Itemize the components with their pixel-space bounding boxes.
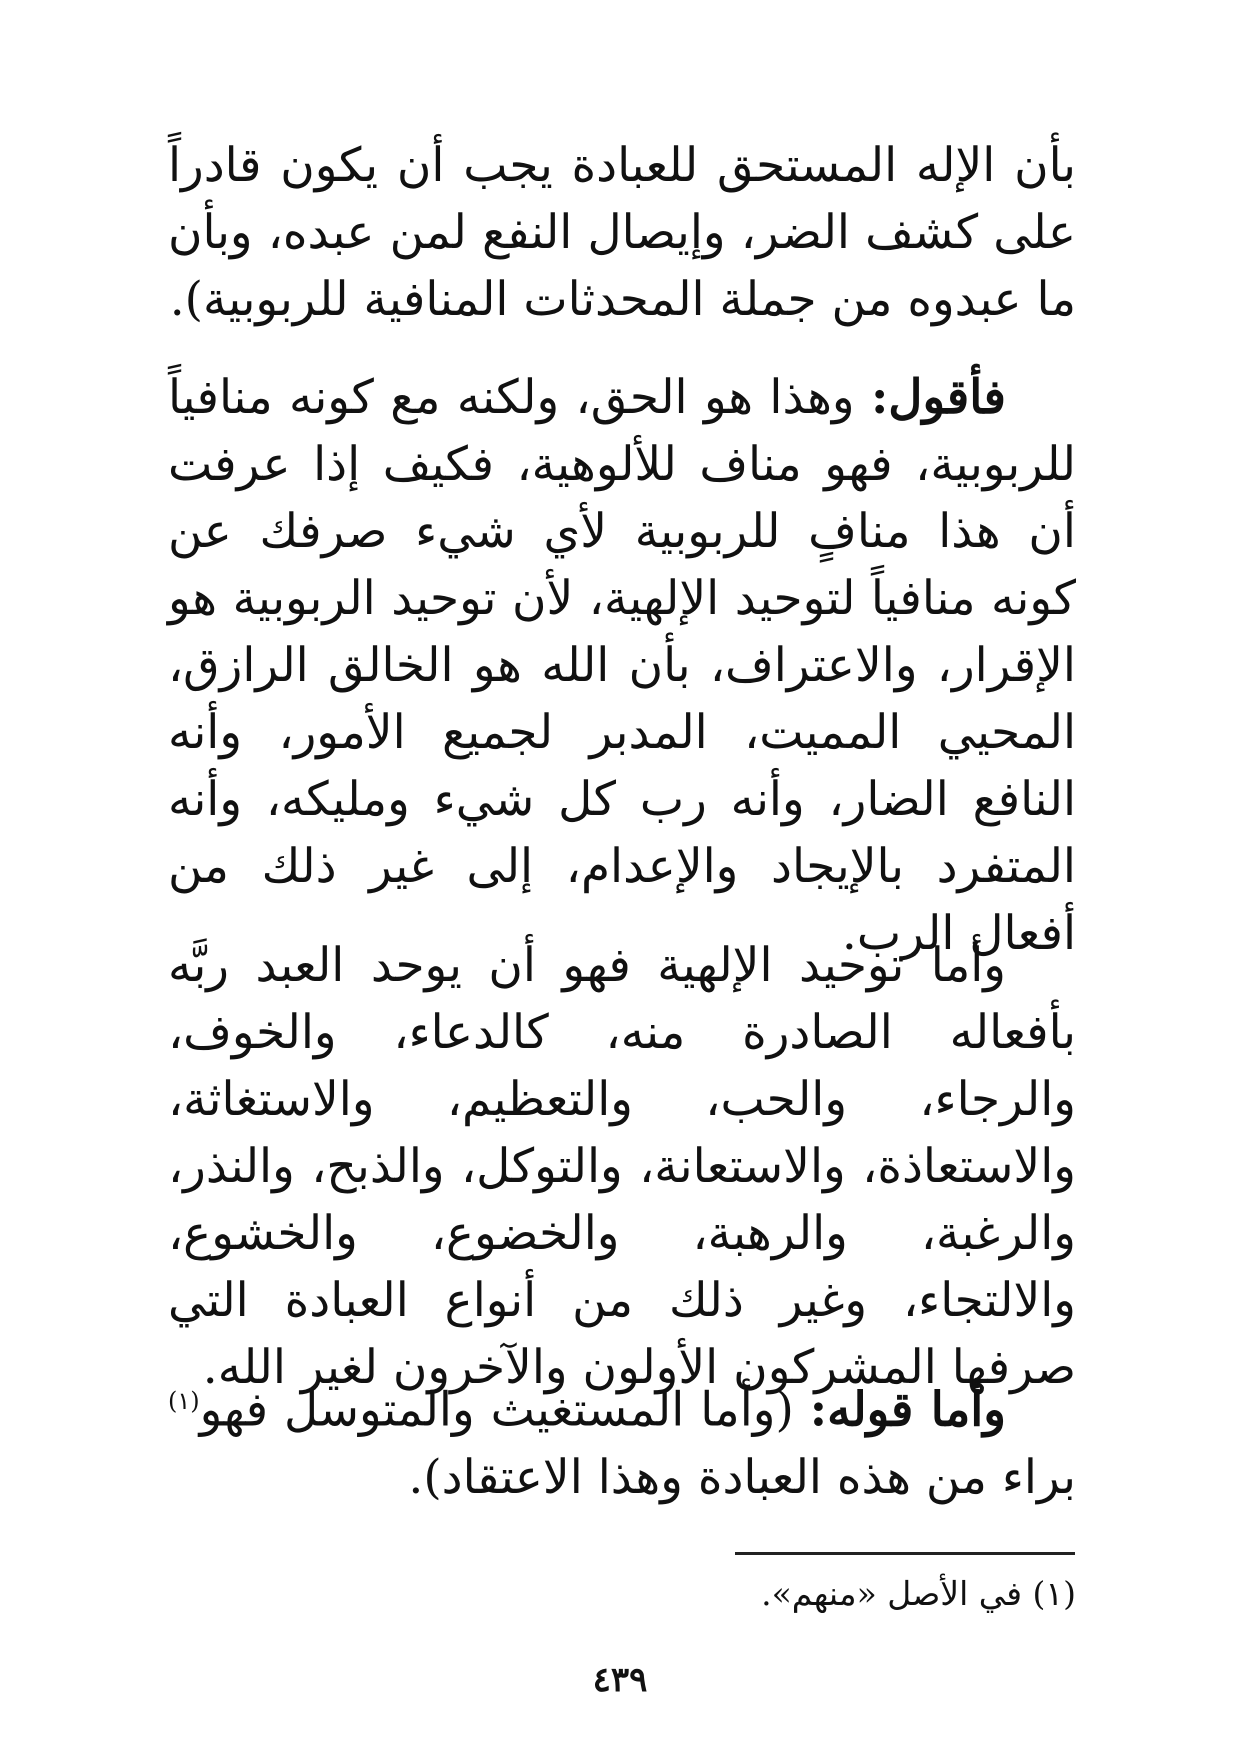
paragraph-3 [168, 932, 1076, 1401]
paragraph-2-text [168, 364, 1076, 967]
paragraph-4-lead: وأما قوله: [809, 1382, 1006, 1438]
paragraph-2-body: وهذا هو الحق، ولكنه مع كونه منافياً للربوبية، فهو مناف للألوهية، فكيف إذا عرفت أن هذا منافٍ للربوبية لأي شيء صرفك عن كونه منافياً لتوحيد الإلهية، لأن توحيد الربوبية هو الإقرار، والاعتراف، بأن الله هو الخالق الرازق، المحيي المميت، المدبر لجميع الأمور، وأنه النافع الضار، وأنه رب كل شيء ومليكه، وأنه المتفرد بالإيجاد والإعدام، إلى غير ذلك من أفعال الرب. [168, 370, 1076, 961]
paragraph-3-text: وأما توحيد الإلهية فهو أن يوحد العبد ربَّه بأفعاله الصادرة منه، كالدعاء، والخوف، والرجاء، والحب، والتعظيم، والاستغاثة، والاستعاذة، والاستعانة، والتوكل، والذبح، والنذر، والرغبة، والرهبة، والخضوع، والخشوع، والالتجاء، وغير ذلك من أنواع العبادة التي صرفها المشركون الأولون والآخرون لغير الله. [168, 938, 1076, 1395]
paragraph-4-text [168, 1368, 1076, 1511]
paragraph-4-quote: (وأما المستغيث والمتوسل فهو [199, 1382, 810, 1438]
footnote-divider [735, 1552, 1075, 1555]
paragraph-4-quote-end: براء من هذه العبادة وهذا الاعتقاد). [408, 1449, 1076, 1505]
paragraph-1-text: بأن الإله المستحق للعبادة يجب أن يكون قادراً على كشف الضر، وإيصال النفع لمن عبده، وبأن ما عبدوه من جملة المحدثات المنافية للربوبية). [168, 138, 1076, 327]
paragraph-2 [168, 364, 1076, 967]
footnote: (١) في الأصل «منهم». [761, 1574, 1076, 1613]
paragraph-4 [168, 1368, 1076, 1511]
footnote-marker: (١) [168, 1387, 200, 1415]
paragraph-2-lead: فأقول: [870, 370, 1006, 425]
paragraph-1 [168, 132, 1076, 333]
page-number: ٤٣٩ [592, 1660, 648, 1700]
